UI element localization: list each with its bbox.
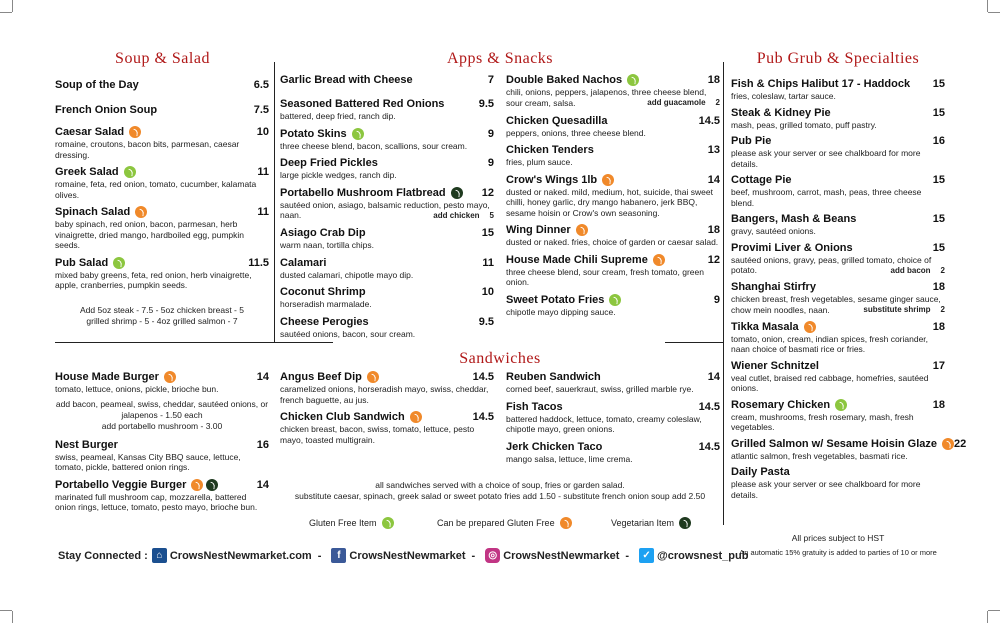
soup-salad-column xyxy=(55,78,269,327)
item-price: 11 xyxy=(257,206,269,218)
menu-item xyxy=(280,285,494,310)
divider xyxy=(274,62,275,342)
item-price: 11 xyxy=(257,166,269,178)
menu-item xyxy=(506,73,720,109)
item-name: Grilled Salmon w/ Sesame Hoisin Glaze xyxy=(731,437,938,450)
item-name: Bangers, Mash & Beans xyxy=(731,213,857,225)
item-desc: tomato, lettuce, onions, pickle, brioche bun. xyxy=(55,384,219,394)
can-gluten-free-icon xyxy=(410,411,422,423)
item-price: 7 xyxy=(487,74,494,86)
item-desc: battered haddock, lettuce, tomato, creamy coleslaw, chipotle mayo, green onions. xyxy=(506,413,702,434)
can-gluten-free-icon xyxy=(576,224,588,236)
item-name: Chicken Tenders xyxy=(506,144,594,156)
addon-line: add portabello mushroom - 3.00 xyxy=(101,420,223,431)
menu-item xyxy=(55,205,269,251)
menu-item xyxy=(506,173,720,219)
item-desc: large pickle wedges, ranch dip. xyxy=(280,170,397,180)
item-name: Deep Fried Pickles xyxy=(280,157,378,169)
item-name: Shanghai Stirfry xyxy=(731,281,816,293)
item-desc: gravy, sautéed onions. xyxy=(731,226,816,236)
vegetarian-icon xyxy=(451,187,463,199)
item-desc: swiss, peameal, Kansas City BBQ sauce, lettuce, tomato, pickle, battered onion rings. xyxy=(55,451,241,472)
item-name: Asiago Crab Dip xyxy=(280,227,366,239)
menu-item xyxy=(731,134,945,169)
divider xyxy=(723,62,724,525)
item-desc: atlantic salmon, fresh vegetables, basmati rice. xyxy=(731,450,908,461)
item-price: 15 xyxy=(932,78,945,90)
crop-mark xyxy=(987,611,988,623)
addon-label: add chicken xyxy=(433,210,480,220)
item-name: Provimi Liver & Onions xyxy=(731,241,853,254)
footer-label: Stay Connected : xyxy=(58,549,148,562)
item-desc: dusted or naked. mild, medium, hot, suicide, thai sweet chilli, honey garlic, dry mango habanero, jerk BBQ, sesame hoisin or Crow's own seasoning. xyxy=(506,186,713,218)
sandwiches-title: Sandwiches xyxy=(459,350,541,367)
item-name: Tikka Masala xyxy=(731,320,799,333)
website-link[interactable]: CrowsNestNewmarket.com xyxy=(169,549,312,562)
addon-price: 2 xyxy=(715,98,720,107)
item-price: 10 xyxy=(256,126,269,138)
item-desc: fries, coleslaw, tartar sauce. xyxy=(731,91,836,101)
menu-item xyxy=(731,241,945,277)
crop-mark xyxy=(0,610,12,611)
item-name: Angus Beef Dip xyxy=(280,371,362,383)
sandwich-note: substitute caesar, spinach, greek salad or sweet potato fries add 1.50 - substitute french onion soup add 2.50 xyxy=(294,491,706,501)
gluten-free-icon xyxy=(382,517,394,529)
item-desc: chicken breast, bacon, swiss, tomato, lettuce, pesto mayo, toasted multigrain. xyxy=(280,424,475,445)
menu-item xyxy=(55,256,269,291)
item-desc: veal cutlet, braised red cabbage, homefries, sautéed onions. xyxy=(731,372,929,393)
item-price: 14.5 xyxy=(698,400,720,413)
menu-item xyxy=(731,173,945,208)
vegetarian-icon xyxy=(679,517,691,529)
item-desc: dusted or naked. fries, choice of garden or caesar salad. xyxy=(506,237,719,247)
menu-item xyxy=(280,410,494,445)
facebook-link[interactable]: CrowsNestNewmarket xyxy=(349,549,466,562)
can-gluten-free-icon xyxy=(164,371,176,383)
item-name: Garlic Bread with Cheese xyxy=(280,74,413,86)
item-price: 9.5 xyxy=(478,315,494,328)
item-name: Double Baked Nachos xyxy=(506,74,623,86)
menu-item xyxy=(506,223,720,248)
facebook-icon: f xyxy=(331,548,346,563)
twitter-icon: ✓ xyxy=(639,548,654,563)
gluten-free-icon xyxy=(835,399,847,411)
item-name: Daily Pasta xyxy=(731,466,790,478)
menu-item xyxy=(280,156,494,181)
item-name: Soup of the Day xyxy=(55,79,139,91)
menu-item xyxy=(55,125,269,160)
item-price: 9 xyxy=(487,157,494,169)
item-price: 12 xyxy=(707,253,720,266)
item-name: Potato Skins xyxy=(280,127,347,140)
item-desc: mash, peas, grilled tomato, puff pastry. xyxy=(731,119,877,130)
item-desc: peppers, onions, three cheese blend. xyxy=(506,127,646,138)
item-name: Reuben Sandwich xyxy=(506,371,601,383)
divider xyxy=(665,342,723,343)
can-gluten-free-icon xyxy=(602,174,614,186)
item-price: 9 xyxy=(713,293,720,306)
item-desc: fries, plum sauce. xyxy=(506,157,573,167)
home-icon: ⌂ xyxy=(152,548,167,563)
menu-item xyxy=(55,78,269,92)
menu-item xyxy=(731,212,945,237)
item-desc: tomato, onion, cream, indian spices, fresh coriander, naan choice of basmati rice or fries. xyxy=(731,333,929,354)
apps-snacks-title: Apps & Snacks xyxy=(446,50,554,67)
item-desc: beef, mushroom, carrot, mash, peas, three cheese blend. xyxy=(731,187,922,208)
item-name: Spinach Salad xyxy=(55,206,131,218)
addon-price: 2 xyxy=(940,305,945,314)
legend-label: Can be prepared Gluten Free xyxy=(437,518,555,528)
sandwiches-left-column xyxy=(55,370,269,518)
item-price: 6.5 xyxy=(253,79,269,91)
legend-can-gluten-free xyxy=(437,517,572,529)
sandwich-note: all sandwiches served with a choice of soup, fries or garden salad. xyxy=(375,480,625,490)
item-price: 18 xyxy=(932,398,945,411)
menu-item xyxy=(55,478,269,513)
item-price: 15 xyxy=(932,106,945,119)
item-desc: romaine, feta, red onion, tomato, cucumber, kalamata olives. xyxy=(55,179,257,200)
legend-vegetarian xyxy=(611,517,691,529)
addon-line: Add 5oz steak - 7.5 - 5oz chicken breast - 5 xyxy=(80,304,244,315)
item-desc: marinated full mushroom cap, mozzarella, battered onion rings, lettuce, tomato, pesto mayo, brioche bun. xyxy=(55,491,258,512)
item-name: Chicken Quesadilla xyxy=(506,114,608,127)
can-gluten-free-icon xyxy=(942,438,954,450)
item-price: 15 xyxy=(932,241,945,254)
item-price: 16 xyxy=(932,135,945,147)
menu-item xyxy=(731,398,945,433)
menu-item xyxy=(280,370,494,405)
menu-item xyxy=(280,97,494,122)
soup-salad-title: Soup & Salad xyxy=(115,50,210,67)
menu-item xyxy=(731,359,945,394)
item-price: 14 xyxy=(256,478,269,491)
addon-label: substitute shrimp xyxy=(863,305,931,314)
item-price: 15 xyxy=(932,174,945,186)
menu-item xyxy=(506,440,720,465)
item-desc: caramelized onions, horseradish mayo, swiss, cheddar, french baguette, au jus. xyxy=(280,384,489,405)
item-name: Fish Tacos xyxy=(506,400,563,413)
menu-item xyxy=(55,438,269,473)
gluten-free-icon xyxy=(609,294,621,306)
legend-label: Vegetarian Item xyxy=(611,518,675,528)
menu-item xyxy=(731,437,967,462)
item-name: Portabello Mushroom Flatbread xyxy=(280,186,446,199)
menu-item xyxy=(280,226,494,251)
salad-addons xyxy=(55,305,269,327)
item-name: Cottage Pie xyxy=(731,174,792,186)
menu-item xyxy=(731,106,945,131)
can-gluten-free-icon xyxy=(135,206,147,218)
separator: - xyxy=(317,549,322,562)
item-price: 9.5 xyxy=(478,98,494,110)
addon-line: grilled shrimp - 5 - 4oz grilled salmon - 7 xyxy=(86,315,238,326)
item-name: Caesar Salad xyxy=(55,126,125,138)
item-price: 15 xyxy=(932,213,945,225)
item-name: Sweet Potato Fries xyxy=(506,293,605,306)
item-desc: baby spinach, red onion, bacon, parmesan, herb vinaigrette, dried mango, hardboiled egg, pumpkin seeds. xyxy=(55,219,245,250)
item-desc: chicken breast, fresh vegetables, sesame ginger sauce, chow mein noodles, naan. xyxy=(731,294,941,315)
menu-item xyxy=(55,370,269,432)
addon-price: 2 xyxy=(940,265,945,275)
addon-label: add guacamole xyxy=(647,98,706,107)
menu-item xyxy=(280,73,494,87)
item-desc: mango salsa, lettuce, lime crema. xyxy=(506,453,633,464)
can-gluten-free-icon xyxy=(129,126,141,138)
menu-item xyxy=(731,280,945,316)
can-gluten-free-icon xyxy=(804,321,816,333)
item-desc: corned beef, sauerkraut, swiss, grilled marble rye. xyxy=(506,384,694,394)
crop-mark xyxy=(12,611,13,623)
item-price: 12 xyxy=(481,186,494,199)
crop-mark xyxy=(12,0,13,12)
can-gluten-free-icon xyxy=(560,517,572,529)
item-name: Chicken Club Sandwich xyxy=(280,411,405,423)
item-desc: horseradish marmalade. xyxy=(280,299,372,309)
instagram-link[interactable]: CrowsNestNewmarket xyxy=(503,549,620,562)
separator: - xyxy=(471,549,476,562)
item-price: 15 xyxy=(481,227,494,239)
menu-item xyxy=(506,253,720,288)
crop-mark xyxy=(988,610,1000,611)
menu-item xyxy=(280,256,494,281)
item-price: 14.5 xyxy=(698,114,720,127)
sandwiches-right-column xyxy=(506,370,720,469)
gluten-free-icon xyxy=(352,128,364,140)
item-price: 18 xyxy=(707,74,720,86)
vegetarian-icon xyxy=(206,479,218,491)
gluten-free-icon xyxy=(124,166,136,178)
item-price: 7.5 xyxy=(253,104,269,116)
crop-mark xyxy=(0,12,12,13)
menu-item xyxy=(506,400,720,435)
gratuity-note: An automatic 15% gratuity is added to parties of 10 or more xyxy=(739,548,937,557)
addon-line: add bacon, peameal, swiss, cheddar, sautéed onions, or jalapenos - 1.50 each xyxy=(55,398,269,420)
menu-item xyxy=(506,293,720,318)
item-name: Fish & Chips Halibut 17 - Haddock xyxy=(731,78,911,90)
pub-grub-title: Pub Grub & Specialties xyxy=(756,50,920,67)
item-desc: cream, mushrooms, fresh rosemary, mash, fresh vegetables. xyxy=(731,411,914,432)
menu-item xyxy=(731,77,945,102)
item-name: Coconut Shrimp xyxy=(280,286,366,298)
item-desc: chipotle mayo dipping sauce. xyxy=(506,306,616,317)
item-name: House Made Burger xyxy=(55,371,159,383)
item-price: 14 xyxy=(707,371,720,383)
item-desc: sautéed onions, bacon, sour cream. xyxy=(280,328,416,339)
item-price: 18 xyxy=(932,320,945,333)
item-price: 17 xyxy=(932,359,945,372)
item-price: 11.5 xyxy=(248,256,269,269)
item-name: Pub Salad xyxy=(55,256,109,269)
hst-note: All prices subject to HST xyxy=(791,533,885,543)
can-gluten-free-icon xyxy=(367,371,379,383)
separator: - xyxy=(625,549,630,562)
gluten-free-icon xyxy=(113,257,125,269)
menu-item xyxy=(280,186,494,222)
item-desc: mixed baby greens, feta, red onion, herb vinaigrette, apple, cranberries, pumpkin seeds. xyxy=(55,269,252,290)
pub-grub-column xyxy=(731,77,967,504)
item-desc: three cheese blend, bacon, scallions, sour cream. xyxy=(280,140,468,151)
crop-mark xyxy=(988,12,1000,13)
item-desc: sautéed onion, asiago, balsamic reduction, pesto mayo, naan. xyxy=(280,199,490,220)
menu-item xyxy=(280,127,494,152)
item-name: Rosemary Chicken xyxy=(731,398,831,411)
item-price: 18 xyxy=(932,281,945,293)
twitter-link[interactable]: @crowsnest_pub xyxy=(657,549,749,562)
crop-mark xyxy=(987,0,988,12)
item-price: 14.5 xyxy=(472,371,494,383)
can-gluten-free-icon xyxy=(653,254,665,266)
item-name: Nest Burger xyxy=(55,438,118,451)
item-price: 14.5 xyxy=(698,440,720,453)
item-name: Wiener Schnitzel xyxy=(731,359,819,372)
item-name: Portabello Veggie Burger xyxy=(55,478,187,491)
item-name: Seasoned Battered Red Onions xyxy=(280,98,445,110)
item-desc: chili, onions, peppers, jalapenos, three cheese blend, sour cream, salsa. xyxy=(506,87,707,108)
legend-gluten-free xyxy=(309,517,394,529)
instagram-icon: ◎ xyxy=(485,548,500,563)
item-price: 14 xyxy=(256,371,269,383)
item-desc: please ask your server or see chalkboard for more details. xyxy=(731,479,921,500)
menu-item xyxy=(731,465,945,500)
item-price: 10 xyxy=(481,286,494,298)
item-price: 14.5 xyxy=(472,411,494,423)
menu-item xyxy=(55,103,269,117)
item-price: 16 xyxy=(256,438,269,451)
item-name: Pub Pie xyxy=(731,135,772,147)
item-desc: dusted calamari, chipotle mayo dip. xyxy=(280,269,414,280)
item-name: Cheese Perogies xyxy=(280,315,369,328)
item-name: House Made Chili Supreme xyxy=(506,253,648,266)
can-gluten-free-icon xyxy=(191,479,203,491)
menu-item xyxy=(280,315,494,340)
apps-left-column xyxy=(280,73,494,344)
menu-item xyxy=(506,143,720,168)
item-name: Greek Salad xyxy=(55,166,119,178)
menu-item xyxy=(506,114,720,139)
item-desc: three cheese blend, sour cream, fresh tomato, green onion. xyxy=(506,266,704,287)
item-desc: romaine, croutons, bacon bits, parmesan, caesar dressing. xyxy=(55,139,240,160)
item-price: 14 xyxy=(707,173,720,186)
menu-item xyxy=(506,370,720,395)
item-name: Steak & Kidney Pie xyxy=(731,106,831,119)
item-desc: warm naan, tortilla chips. xyxy=(280,240,375,250)
item-name: Jerk Chicken Taco xyxy=(506,440,603,453)
gluten-free-icon xyxy=(627,74,639,86)
addon-label: add bacon xyxy=(890,265,931,275)
item-price: 13 xyxy=(707,144,720,156)
item-price: 22 xyxy=(954,437,967,450)
item-name: Crow's Wings 1lb xyxy=(506,173,598,186)
addon-price: 5 xyxy=(489,210,494,220)
item-desc: sautéed onions, gravy, peas, grilled tomato, choice of potato. xyxy=(731,254,932,275)
social-footer xyxy=(58,548,748,563)
menu-item xyxy=(731,320,945,355)
item-desc: battered, deep fried, ranch dip. xyxy=(280,111,396,121)
item-price: 9 xyxy=(487,127,494,140)
apps-right-column xyxy=(506,73,720,322)
item-name: Wing Dinner xyxy=(506,224,571,236)
item-name: Calamari xyxy=(280,256,327,269)
sandwiches-mid-column xyxy=(280,370,494,450)
legend-label: Gluten Free Item xyxy=(309,518,377,528)
item-desc: please ask your server or see chalkboard for more details. xyxy=(731,148,921,169)
menu-item xyxy=(55,165,269,200)
item-name: French Onion Soup xyxy=(55,104,158,116)
item-price: 11 xyxy=(482,256,494,269)
item-price: 18 xyxy=(707,224,720,236)
